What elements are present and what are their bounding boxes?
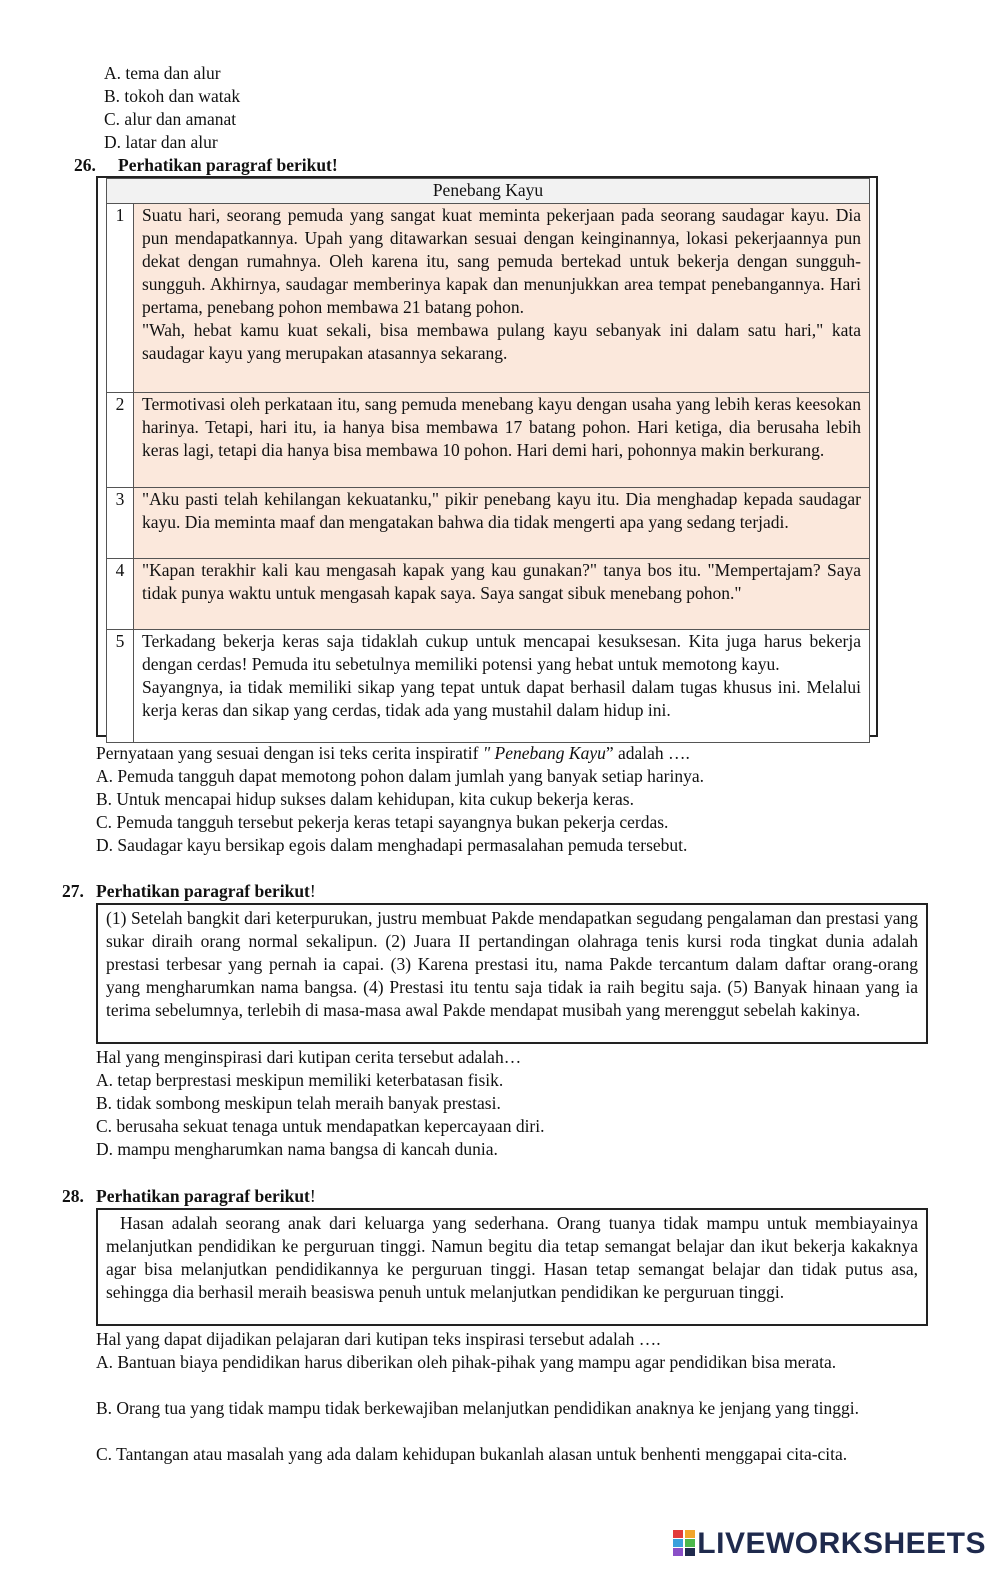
- q26-option-b[interactable]: B. Untuk mencapai hidup sukses dalam kehidupan, kita cukup bekerja keras.: [96, 789, 634, 809]
- q27-question: Hal yang menginspirasi dari kutipan cerita tersebut adalah…: [96, 1047, 522, 1067]
- q26-heading: [74, 154, 338, 177]
- story-paragraph: Termotivasi oleh perkataan itu, sang pemuda menebang kayu dengan usaha yang lebih keras keesokan harinya. Tetapi, hari itu, ia hanya bisa membawa 17 batang pohon. Hari ketiga, dia berusaha lebih keras lagi, tetapi dia hanya bisa membawa 10 pohon. Hari demi hari, pohonnya makin berkurang.: [142, 394, 861, 460]
- q28-number: 28.: [62, 1186, 84, 1206]
- q27-option-a[interactable]: A. tetap berprestasi meskipun memiliki keterbatasan fisik.: [96, 1070, 504, 1090]
- row-number: 5: [107, 630, 134, 743]
- q26-option-c[interactable]: C. Pemuda tangguh tersebut pekerja keras tetapi sayangnya bukan pekerja cerdas.: [96, 812, 669, 832]
- q27-heading-text: Perhatikan paragraf berikut: [96, 881, 310, 901]
- q28-passage: Hasan adalah seorang anak dari keluarga yang sederhana. Orang tuanya tidak mampu untuk membiayainya melanjutkan pendidikan ke perguruan tinggi. Namun begitu dia tetap semangat belajar dan ikut bekerja kakaknya agar bisa melanjutkan pendidikannya ke perguruan tinggi. Hasan tetap semangat belajar dan tidak putus asa, sehingga dia berhasil meraih beasiswa penuh untuk melanjutkan pendidikan ke perguruan tinggi.: [96, 1208, 928, 1326]
- q27-option-d[interactable]: D. mampu mengharumkan nama bangsa di kancah dunia.: [96, 1139, 498, 1159]
- q28-question: Hal yang dapat dijadikan pelajaran dari kutipan teks inspirasi tersebut adalah ….: [96, 1329, 661, 1349]
- story-paragraph: Terkadang bekerja keras saja tidaklah cukup untuk mencapai kesuksesan. Kita juga harus bekerja dengan cerdas! Pemuda itu sebetulnya memiliki potensi yang hebat untuk memotong kayu.: [142, 631, 861, 674]
- story-paragraph: Suatu hari, seorang pemuda yang sangat kuat meminta pekerjaan pada seorang saudagar kayu. Dia pun mendapatkannya. Upah yang ditawarkan sesuai dengan keinginannya, lokasi pekerjaannya pun dekat dengan rumahnya. Oleh karena itu, sang pemuda bertekad untuk bekerja dengan sungguh-sungguh. Akhirnya, saudagar memberinya kapak dan menunjukkan area tempat penebangannya. Hari pertama, penebang pohon membawa 21 batang pohon.: [142, 205, 861, 317]
- q25-option-c[interactable]: C. alur dan amanat: [104, 109, 237, 129]
- q28-heading: 28. Perhatikan paragraf berikut!: [62, 1186, 316, 1206]
- q26-question: Pernyataan yang sesuai dengan isi teks cerita inspiratif " Penebang Kayu” adalah ….: [96, 743, 690, 763]
- q26-option-a[interactable]: A. Pemuda tangguh dapat memotong pohon dalam jumlah yang banyak setiap harinya.: [96, 766, 704, 786]
- q26-option-d[interactable]: D. Saudagar kayu bersikap egois dalam menghadapi permasalahan pemuda tersebut.: [96, 835, 688, 855]
- story-row-5: [134, 630, 870, 743]
- q28-option-c[interactable]: C. Tantangan atau masalah yang ada dalam kehidupan bukanlah alasan untuk benhenti menggapai cita-cita.: [96, 1444, 848, 1464]
- liveworksheets-logo-icon: [673, 1530, 695, 1556]
- q25-option-d[interactable]: D. latar dan alur: [104, 132, 218, 152]
- q27-heading: 27. Perhatikan paragraf berikut!: [62, 881, 316, 901]
- story-row-2: [134, 393, 870, 488]
- story-row-1: [134, 204, 870, 393]
- story-paragraph: "Kapan terakhir kali kau mengasah kapak yang kau gunakan?" tanya bos itu. "Mempertajam? Saya tidak punya waktu untuk mengasah kapak saya. Saya sangat sibuk menebang pohon.": [142, 560, 861, 603]
- story-title: Penebang Kayu: [107, 179, 870, 204]
- q28-option-b[interactable]: B. Orang tua yang tidak mampu tidak berkewajiban melanjutkan pendidikan anaknya ke jenjang yang tinggi.: [96, 1398, 859, 1418]
- q27-option-b[interactable]: B. tidak sombong meskipun telah meraih banyak prestasi.: [96, 1093, 501, 1113]
- story-paragraph: Sayangnya, ia tidak memiliki sikap yang tepat untuk dapat berhasil dalam tugas khusus ini. Melalui kerja keras dan sikap yang cerdas, tidak ada yang mustahil dalam hidup ini.: [142, 677, 861, 720]
- row-number: 2: [107, 393, 134, 488]
- q25-option-b[interactable]: B. tokoh dan watak: [104, 86, 241, 106]
- q26-heading-text: Perhatikan paragraf berikut!: [118, 155, 338, 175]
- liveworksheets-logo: [673, 1527, 986, 1560]
- row-number: 3: [107, 488, 134, 559]
- story-paragraph: "Aku pasti telah kehilangan kekuatanku," pikir penebang kayu itu. Dia menghadap kepada saudagar kayu. Dia meminta maaf dan mengatakan bahwa dia tidak mengerti apa yang sedang terjadi.: [142, 489, 861, 532]
- q26-number: 26.: [74, 155, 96, 175]
- q28-option-a[interactable]: A. Bantuan biaya pendidikan harus diberikan oleh pihak-pihak yang mampu agar pendidikan bisa merata.: [96, 1352, 837, 1372]
- story-table: [96, 176, 878, 737]
- q28-heading-text: Perhatikan paragraf berikut: [96, 1186, 310, 1206]
- row-number: 4: [107, 559, 134, 630]
- q27-option-c[interactable]: C. berusaha sekuat tenaga untuk mendapatkan kepercayaan diri.: [96, 1116, 545, 1136]
- story-row-4: [134, 559, 870, 630]
- row-number: 1: [107, 204, 134, 393]
- q25-option-a[interactable]: A. tema dan alur: [104, 63, 221, 83]
- q27-number: 27.: [62, 881, 84, 901]
- q27-passage: (1) Setelah bangkit dari keterpurukan, justru membuat Pakde mendapatkan segudang pengalaman dan prestasi yang sukar diraih orang normal sekalipun. (2) Juara II pertandingan olahraga tenis kursi roda tingkat dunia adalah prestasi terbesar yang pernah ia capai. (3) Karena prestasi itu, nama Pakde tercantum dalam daftar orang-orang yang mengharumkan nama bangsa. (4) Prestasi itu tentu saja tidak ia raih begitu saja. (5) Banyak hinaan yang ia terima sebelumnya, terlebih di masa-masa awal Pakde mendapat musibah yang merenggut sebelah kakinya.: [96, 903, 928, 1044]
- story-row-3: [134, 488, 870, 559]
- liveworksheets-text: LIVEWORKSHEETS: [697, 1527, 986, 1560]
- story-paragraph: "Wah, hebat kamu kuat sekali, bisa membawa pulang kayu sebanyak ini dalam satu hari," kata saudagar kayu yang merupakan atasannya sekarang.: [142, 320, 861, 363]
